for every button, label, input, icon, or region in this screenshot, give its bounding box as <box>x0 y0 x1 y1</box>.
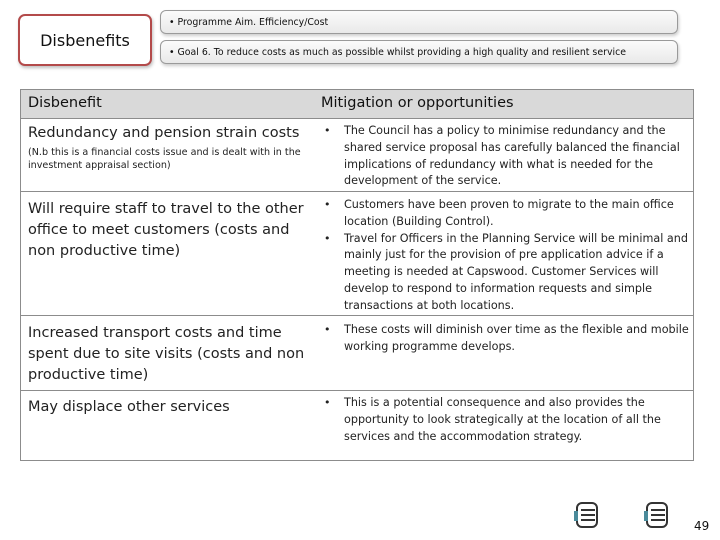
disbenefit-note: (N.b this is a financial costs issue and is dealt with in the investment appraisal section) <box>28 147 301 171</box>
table-row <box>21 118 693 191</box>
mitigation-item: • These costs will diminish over time as the flexible and mobile working programme develops. <box>321 322 689 356</box>
list-logo-icon <box>646 502 668 528</box>
mitigation-item: • Customers have been proven to migrate to the main office location (Building Control). <box>321 197 689 231</box>
table-row <box>21 191 693 315</box>
disbenefit-text: Increased transport costs and time spent due to site visits (costs and non productive time) <box>28 325 305 383</box>
mitigation-list <box>321 322 689 356</box>
mitigation-item: • Travel for Officers in the Planning Service will be minimal and mainly just for the provision of pre application advice if a meeting is needed at Capswood. Customer Services will develop to respond to information requests and simple transactions at both locations. <box>321 231 689 315</box>
mitigation-list <box>321 123 689 190</box>
page-number: 49 <box>694 519 710 533</box>
disbenefit-text: May displace other services <box>28 399 230 415</box>
partner-logo-icon <box>540 500 600 532</box>
mitigation-item: • The Council has a policy to minimise redundancy and the shared service proposal has carefully balanced the financial implications of redundancy with what is needed for the development of the service. <box>321 123 689 190</box>
slide-title: Disbenefits <box>18 14 152 66</box>
mitigation-list <box>321 197 689 315</box>
table-row <box>21 315 693 390</box>
disbenefit-text: Redundancy and pension strain costs <box>28 125 300 141</box>
mitigation-list <box>321 395 689 445</box>
column-header-disbenefit: Disbenefit <box>28 95 102 111</box>
goal-banner: • Goal 6. To reduce costs as much as possible whilst providing a high quality and resilient service <box>160 40 678 64</box>
column-header-mitigation: Mitigation or opportunities <box>321 95 514 111</box>
programme-aim-banner: • Programme Aim. Efficiency/Cost <box>160 10 678 34</box>
mitigation-item: • This is a potential consequence and also provides the opportunity to look strategically at the location of all the services and the accommodation strategy. <box>321 395 689 445</box>
list-logo-icon <box>576 502 598 528</box>
table-row <box>21 390 693 460</box>
table-header-row <box>21 90 693 118</box>
partner-logo-icon <box>610 500 670 532</box>
disbenefits-table <box>20 89 694 461</box>
disbenefit-text: Will require staff to travel to the other office to meet customers (costs and non productive time) <box>28 201 304 259</box>
